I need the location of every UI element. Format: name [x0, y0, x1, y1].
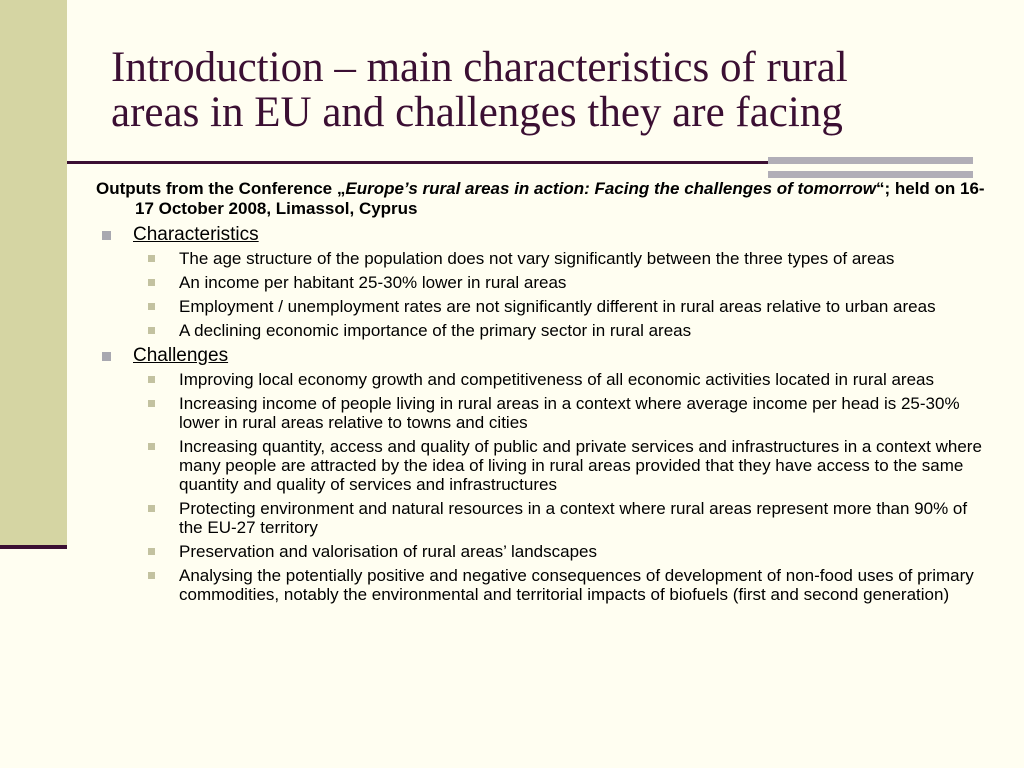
list-item: An income per habitant 25-30% lower in rural areas	[96, 273, 989, 292]
slide-body	[96, 179, 996, 609]
square-bullet-icon	[148, 505, 155, 512]
square-bullet-icon	[102, 231, 111, 240]
square-bullet-icon	[148, 548, 155, 555]
title-line-1: Introduction – main characteristics of rural	[111, 44, 848, 91]
square-bullet-icon	[148, 255, 155, 262]
list-item: The age structure of the population does not vary significantly between the three types of areas	[96, 249, 989, 268]
conference-intro	[96, 179, 996, 219]
left-decorative-band	[0, 0, 67, 548]
intro-prefix: Outputs from the Conference „	[96, 179, 346, 198]
list-item: Increasing income of people living in rural areas in a context where average income per head is 25-30% lower in rural areas relative to towns and cities	[96, 394, 989, 432]
section-characteristics	[96, 224, 996, 340]
square-bullet-icon	[148, 376, 155, 383]
square-bullet-icon	[148, 572, 155, 579]
list-item: Analysing the potentially positive and negative consequences of development of non-food uses of primary commodities, notably the environmental and territorial impacts of biofuels (first and second generation)	[96, 566, 989, 604]
list-item: Employment / unemployment rates are not significantly different in rural areas relative to urban areas	[96, 297, 989, 316]
square-bullet-icon	[102, 352, 111, 361]
intro-suffix: “; held on 16-17 October 2008, Limassol, Cyprus	[135, 179, 985, 218]
list-item: A declining economic importance of the primary sector in rural areas	[96, 321, 989, 340]
list-item: Protecting environment and natural resources in a context where rural areas represent more than 90% of the EU-27 territory	[96, 499, 989, 537]
section-heading: Challenges	[96, 345, 996, 367]
list-item: Preservation and valorisation of rural areas’ landscapes	[96, 542, 989, 561]
conference-name: Europe’s rural areas in action: Facing the challenges of tomorrow	[345, 179, 876, 198]
title-underline	[67, 161, 835, 164]
square-bullet-icon	[148, 400, 155, 407]
square-bullet-icon	[148, 327, 155, 334]
list-item: Improving local economy growth and competitiveness of all economic activities located in rural areas	[96, 370, 989, 389]
list-item: Increasing quantity, access and quality of public and private services and infrastructures in a context where many people are attracted by the idea of living in rural areas provided that they have access to the same quantity and quality of services and infrastructures	[96, 437, 989, 494]
left-band-rule	[0, 545, 67, 549]
section-heading: Characteristics	[96, 224, 996, 246]
square-bullet-icon	[148, 279, 155, 286]
title-line-2: areas in EU and challenges they are facing	[111, 89, 843, 136]
square-bullet-icon	[148, 303, 155, 310]
square-bullet-icon	[148, 443, 155, 450]
section-challenges	[96, 345, 996, 604]
accent-bar-bottom	[768, 171, 973, 178]
accent-bar-top	[768, 157, 973, 164]
slide-title	[111, 45, 991, 135]
